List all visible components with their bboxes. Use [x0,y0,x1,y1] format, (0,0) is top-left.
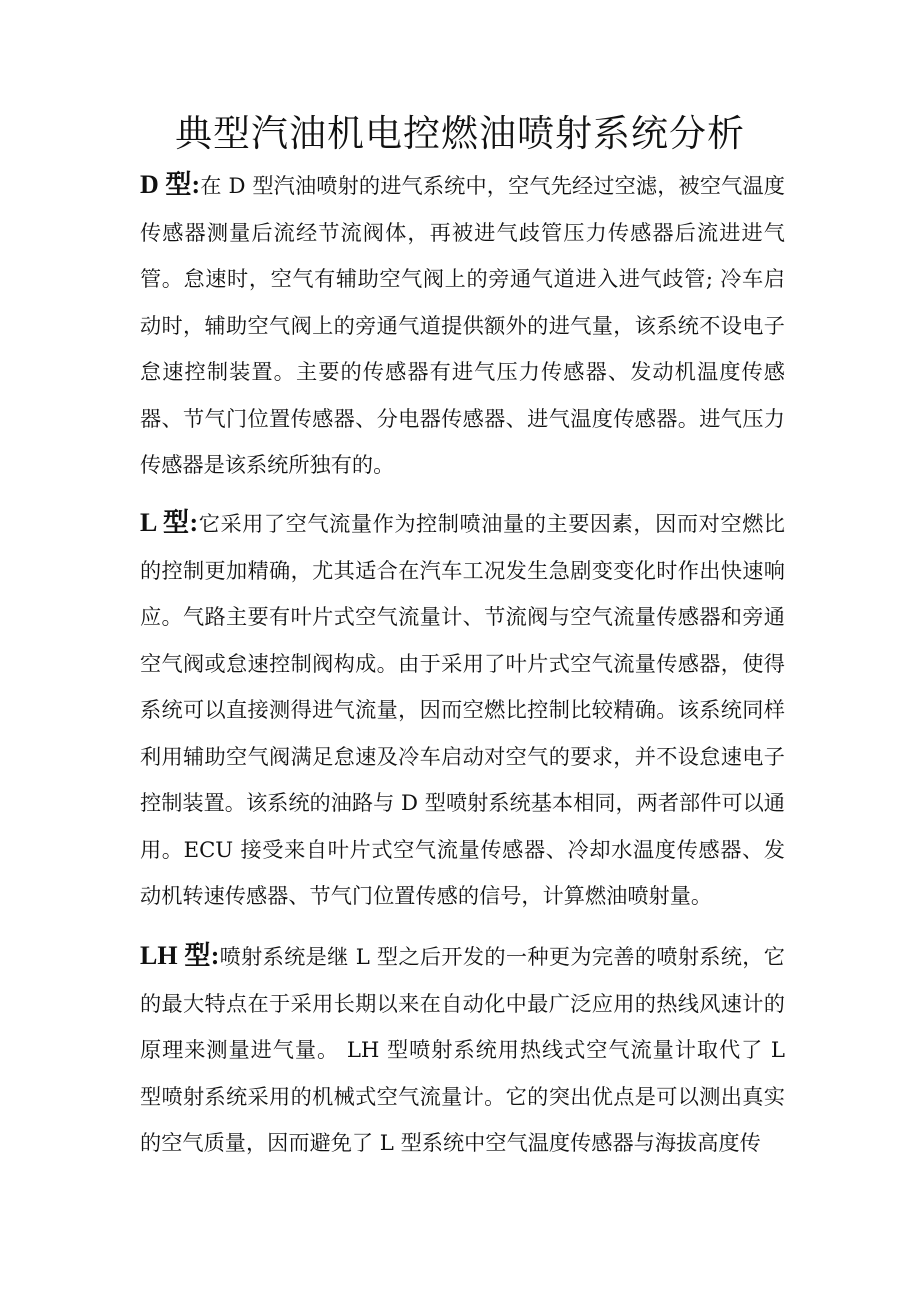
section-d-type-text: 在 D 型汽油喷射的进气系统中，空气先经过空滤，被空气温度传感器测量后流经节流阀体，再被进气歧管压力传感器后流进进气管。怠速时，空气有辅助空气阀上的旁通气道进入进气歧管; 冷车启动时，辅助空气阀上的旁通气道提供额外的进气量，该系统不设电子怠速控制装置。主要的传感器有进气压力传感器、发动机温度传感器、节气门位置传感器、分电器传感器、进气温度传感器。进气压力传感器是该系统所独有的。 [140,173,785,477]
document-title: 典型汽油机电控燃油喷射系统分析 [175,112,745,155]
section-d-type [140,162,785,489]
section-l-type-text: 它采用了空气流量作为控制喷油量的主要因素，因而对空燃比的控制更加精确，尤其适合在汽车工况发生急剧变变化时作出快速响应。气路主要有叶片式空气流量计、节流阀与空气流量传感器和旁通空气阀或怠速控制阀构成。由于采用了叶片式空气流量传感器，使得系统可以直接测得进气流量，因而空燃比控制比较精确。该系统同样利用辅助空气阀满足怠速及冷车启动对空气的要求，并不设怠速电子控制装置。该系统的油路与 D 型喷射系统基本相同，两者部件可以通用。ECU 接受来自叶片式空气流量传感器、冷却水温度传感器、发动机转速传感器、节气门位置传感的信号，计算燃油喷射量。 [140,511,785,908]
section-d-type-label: D 型: [140,170,201,199]
section-l-type [140,500,785,920]
section-lh-type-text: 喷射系统是继 L 型之后开发的一种更为完善的喷射系统，它的最大特点在于采用长期以来在自动化中最广泛应用的热线风速计的原理来测量进气量。 LH 型喷射系统用热线式空气流量计取代了 L 型喷射系统采用的机械式空气流量计。它的突出优点是可以测出真实的空气质量，因而避免了 L 型系统中空气温度传感器与海拔高度传 [140,944,785,1155]
section-l-type-label: L 型: [140,508,199,537]
section-lh-type [140,933,785,1167]
section-lh-type-label: LH 型: [140,941,220,970]
